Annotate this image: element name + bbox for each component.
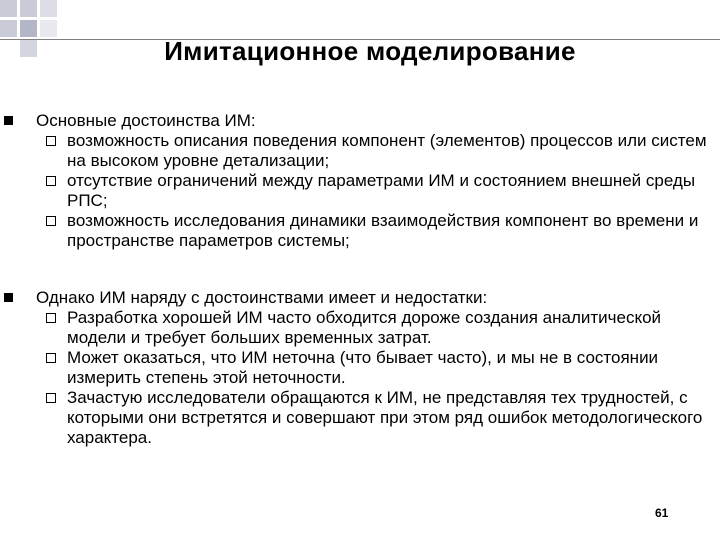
hollow-square-bullet-icon — [46, 176, 56, 186]
decor-square — [40, 20, 57, 37]
square-bullet-icon — [4, 293, 13, 302]
section-disadvantages — [4, 287, 716, 448]
sub-bullet-text: отсутствие ограничений между параметрами ИМ и состоянием внешней среды РПС; — [67, 171, 696, 210]
sub-bullet — [4, 308, 716, 348]
hollow-square-bullet-icon — [46, 393, 56, 403]
decor-square — [0, 20, 17, 37]
decor-square — [0, 0, 17, 17]
main-bullet — [4, 287, 716, 308]
sub-bullet — [4, 211, 716, 251]
decor-square — [40, 0, 57, 17]
section-heading: Основные достоинства ИМ: — [36, 111, 256, 130]
sub-bullet-text: возможность описания поведения компонент (элементов) процессов или систем на высоком уровне детализации; — [67, 131, 707, 170]
sub-bullet-text: Может оказаться, что ИМ неточна (что бывает часто), и мы не в состоянии измерить степень этой неточности. — [67, 348, 659, 387]
page-number: 61 — [655, 506, 669, 520]
sub-bullet — [4, 131, 716, 171]
hollow-square-bullet-icon — [46, 313, 56, 323]
main-bullet — [4, 110, 716, 131]
decor-square — [20, 20, 37, 37]
square-bullet-icon — [4, 116, 13, 125]
sub-bullet — [4, 171, 716, 211]
section-advantages — [4, 110, 716, 251]
slide-title: Имитационное моделирование — [164, 36, 576, 66]
hollow-square-bullet-icon — [46, 353, 56, 363]
sub-bullet-text: возможность исследования динамики взаимодействия компонент во времени и пространстве параметров системы; — [67, 211, 699, 250]
hollow-square-bullet-icon — [46, 216, 56, 226]
sub-bullet-text: Разработка хорошей ИМ часто обходится дороже создания аналитической модели и требует больших временных затрат. — [67, 308, 662, 347]
hollow-square-bullet-icon — [46, 136, 56, 146]
decor-square — [20, 0, 37, 17]
sub-bullet — [4, 348, 716, 388]
sub-bullet-text: Зачастую исследователи обращаются к ИМ, не представляя тех трудностей, с которыми они встретятся и совершают при этом ряд ошибок методологического характера. — [67, 388, 703, 447]
section-heading: Однако ИМ наряду с достоинствами имеет и недостатки: — [36, 288, 488, 307]
sub-bullet — [4, 388, 716, 448]
